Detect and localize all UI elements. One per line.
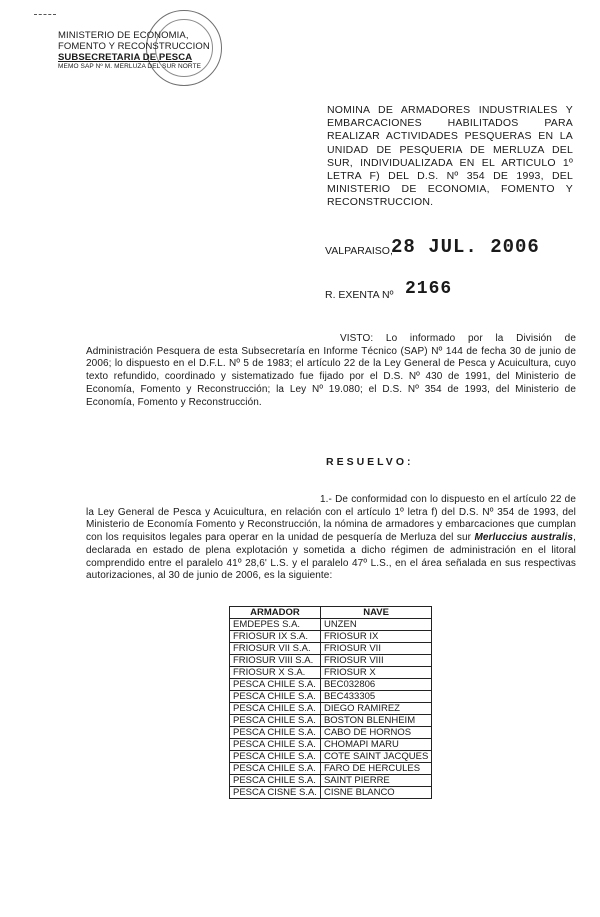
table-row bbox=[230, 703, 432, 715]
table-row bbox=[230, 619, 432, 631]
nave-cell: BEC032806 bbox=[320, 679, 431, 691]
resolution-number: 2166 bbox=[405, 279, 453, 299]
table-row bbox=[230, 763, 432, 775]
table-row bbox=[230, 631, 432, 643]
armador-cell: PESCA CHILE S.A. bbox=[230, 727, 321, 739]
nave-cell: FRIOSUR IX bbox=[320, 631, 431, 643]
nave-cell: FRIOSUR X bbox=[320, 667, 431, 679]
letterhead bbox=[58, 30, 210, 71]
nave-cell: BOSTON BLENHEIM bbox=[320, 715, 431, 727]
letterhead-ministry: MINISTERIO DE ECONOMIA, bbox=[58, 30, 189, 41]
armador-cell: EMDEPES S.A. bbox=[230, 619, 321, 631]
armador-cell: FRIOSUR IX S.A. bbox=[230, 631, 321, 643]
letterhead-memo: MEMO SAP Nº M. MERLUZA DEL SUR NORTE bbox=[58, 63, 202, 70]
table-row bbox=[230, 727, 432, 739]
nave-cell: FARO DE HERCULES bbox=[320, 763, 431, 775]
armador-cell: PESCA CHILE S.A. bbox=[230, 679, 321, 691]
armador-cell: PESCA CHILE S.A. bbox=[230, 751, 321, 763]
armador-cell: PESCA CHILE S.A. bbox=[230, 739, 321, 751]
table-row bbox=[230, 787, 432, 799]
nave-cell: CABO DE HORNOS bbox=[320, 727, 431, 739]
table-row bbox=[230, 775, 432, 787]
armador-cell: PESCA CHILE S.A. bbox=[230, 775, 321, 787]
nave-cell: FRIOSUR VII bbox=[320, 643, 431, 655]
table-row bbox=[230, 655, 432, 667]
letterhead-subsecretaria: SUBSECRETARIA DE PESCA bbox=[58, 52, 193, 63]
armador-cell: PESCA CHILE S.A. bbox=[230, 763, 321, 775]
document-title: NOMINA DE ARMADORES INDUSTRIALES Y EMBARCACIONES HABILITADOS PARA REALIZAR ACTIVIDADES PESQUERAS EN LA UNIDAD DE PESQUERIA DE MERLUZA DEL SUR, INDIVIDUALIZADA EN EL ARTICULO 1º LETRA F) DEL D.S. Nº 354 DE 1993, DEL MINISTERIO DE ECONOMIA, FOMENTO Y RECONSTRUCCION. bbox=[327, 104, 573, 209]
table-row bbox=[230, 679, 432, 691]
stamped-date: 28 JUL. 2006 bbox=[391, 236, 540, 258]
armador-cell: FRIOSUR VII S.A. bbox=[230, 643, 321, 655]
armador-cell: PESCA CHILE S.A. bbox=[230, 691, 321, 703]
resuelvo-heading: RESUELVO: bbox=[326, 456, 414, 468]
resolution-label: R. EXENTA Nº bbox=[325, 289, 394, 301]
nave-cell: FRIOSUR VIII bbox=[320, 655, 431, 667]
header-armador: ARMADOR bbox=[230, 607, 321, 619]
nave-cell: DIEGO RAMIREZ bbox=[320, 703, 431, 715]
header-nave: NAVE bbox=[320, 607, 431, 619]
table-row bbox=[230, 667, 432, 679]
table-row bbox=[230, 751, 432, 763]
nave-cell: SAINT PIERRE bbox=[320, 775, 431, 787]
place-label: VALPARAISO, bbox=[325, 245, 393, 257]
table-row bbox=[230, 715, 432, 727]
article-1-text: 1.- De conformidad con lo dispuesto en el artículo 22 de la Ley General de Pesca y Acuicultura, en relación con el artículo 1º letra f) del D.S. Nº 354 de 1993, del Ministerio de Economía Fomento y Reconstrucción, la nómina de armadores y embarcaciones que cumplan con los requisitos legales para operar en la unidad de pesquería de Merluza del sur bbox=[86, 494, 576, 544]
armadores-table bbox=[229, 606, 432, 799]
nave-cell: BEC433305 bbox=[320, 691, 431, 703]
letterhead-ministry-cont: FOMENTO Y RECONSTRUCCION bbox=[58, 41, 210, 52]
armador-cell: FRIOSUR VIII S.A. bbox=[230, 655, 321, 667]
nave-cell: COTE SAINT JACQUES bbox=[320, 751, 431, 763]
table-body bbox=[230, 619, 432, 799]
armador-cell: PESCA CISNE S.A. bbox=[230, 787, 321, 799]
table-row bbox=[230, 643, 432, 655]
nave-cell: CISNE BLANCO bbox=[320, 787, 431, 799]
armador-cell: PESCA CHILE S.A. bbox=[230, 703, 321, 715]
nave-cell: UNZEN bbox=[320, 619, 431, 631]
article-1-paragraph bbox=[86, 494, 576, 583]
table-row bbox=[230, 691, 432, 703]
table-row bbox=[230, 739, 432, 751]
corner-mark bbox=[34, 14, 56, 18]
article-1-text-cont: , declarada en estado de plena explotación y sometida a dicho régimen de administración en el litoral comprendido entre el paralelo 41º 28,6' L.S. y el paralelo 47º L.S., en el área señalada en sus respectivas autorizaciones, al 30 de junio de 2006, es la siguiente: bbox=[86, 532, 576, 582]
armador-cell: PESCA CHILE S.A. bbox=[230, 715, 321, 727]
visto-paragraph: VISTO: Lo informado por la División de Administración Pesquera de esta Subsecretaría en Informe Técnico (SAP) Nº 144 de fecha 30 de junio de 2006; lo dispuesto en el D.F.L. Nº 5 de 1983; el artículo 22 de la Ley General de Pesca y Acuicultura, cuyo texto refundido, coordinado y sistematizado fue fijado por el D.S. Nº 430 de 1991, del Ministerio de Economía, Fomento y Reconstrucción; la Ley Nº 19.080; el D.S. Nº 354 de 1993, del Ministerio de Economía, Fomento y Reconstrucción. bbox=[86, 333, 576, 408]
nave-cell: CHOMAPI MARU bbox=[320, 739, 431, 751]
armador-cell: FRIOSUR X S.A. bbox=[230, 667, 321, 679]
table-header-row bbox=[230, 607, 432, 619]
species-name: Merluccius australis bbox=[474, 532, 574, 544]
